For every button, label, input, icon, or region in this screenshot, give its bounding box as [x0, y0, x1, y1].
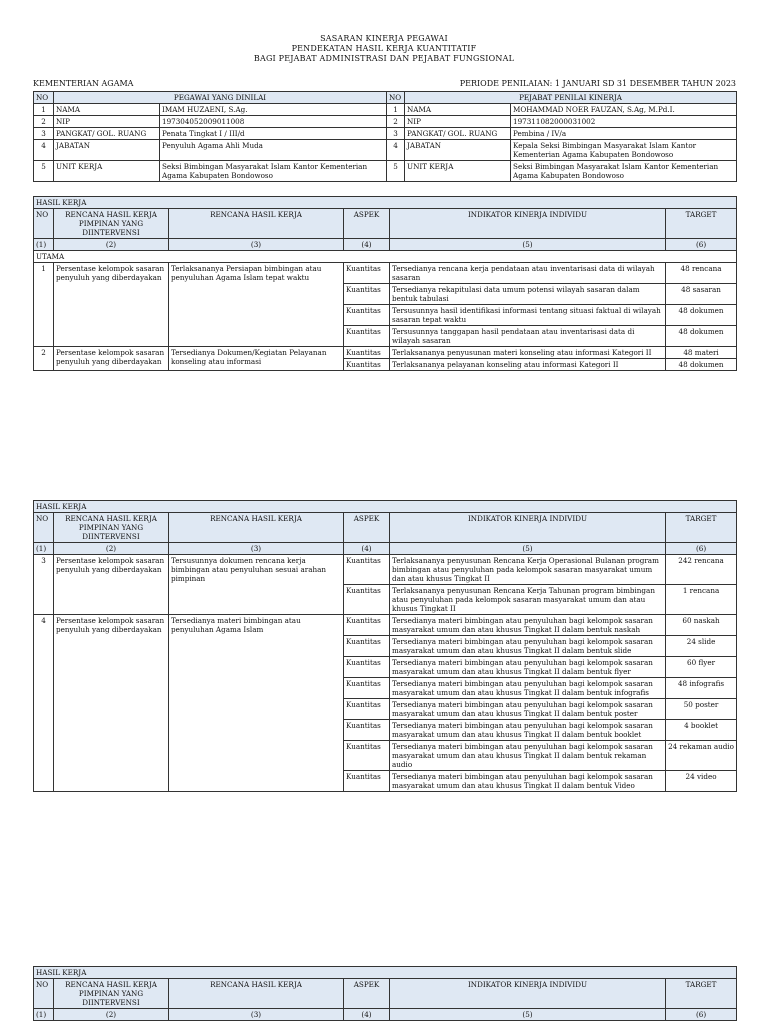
aspek-cell: Kuantitas [344, 615, 390, 636]
row-number: 5 [387, 161, 405, 182]
aspek-cell: Kuantitas [344, 359, 390, 371]
rhk-pimpinan-cell: Persentase kelompok sasaran penyuluh yang diberdayakan [54, 615, 169, 792]
table-row [34, 615, 737, 636]
col-num: (2) [54, 1009, 169, 1021]
aspek-cell: Kuantitas [344, 678, 390, 699]
title-line-2: PENDEKATAN HASIL KERJA KUANTITATIF [291, 44, 477, 53]
column-number-row [34, 239, 737, 251]
target-cell: 48 dokumen [666, 326, 737, 347]
indikator-cell: Tersedianya rencana kerja pendataan atau inventarisasi data di wilayah sasaran [390, 263, 666, 284]
rhk-header: RENCANA HASIL KERJA [169, 513, 344, 543]
col-num: (5) [390, 239, 666, 251]
col-num: (5) [390, 543, 666, 555]
rhk-pimpinan-header: RENCANA HASIL KERJA PIMPINAN YANG DIINTERVENSI [54, 979, 169, 1009]
row-number: 3 [34, 128, 54, 140]
aspek-cell: Kuantitas [344, 636, 390, 657]
penilai-value: MOHAMMAD NOER FAUZAN, S.Ag, M.Pd.I. [511, 104, 737, 116]
aspek-cell: Kuantitas [344, 555, 390, 585]
indikator-cell: Terlaksananya penyusunan Rencana Kerja Tahunan program bimbingan atau penyuluhan pada kelompok sasaran masyarakat umum dan atau khusus Tingkat II [390, 585, 666, 615]
aspek-cell: Kuantitas [344, 284, 390, 305]
aspek-cell: Kuantitas [344, 741, 390, 771]
target-cell: 60 flyer [666, 657, 737, 678]
target-cell: 24 video [666, 771, 737, 792]
aspek-cell: Kuantitas [344, 720, 390, 741]
aspek-cell: Kuantitas [344, 771, 390, 792]
hasil-kerja-table-2 [33, 500, 737, 792]
indikator-cell: Tersedianya materi bimbingan atau penyuluhan bagi kelompok sasaran masyarakat umum dan atau khusus Tingkat II dalam bentuk booklet [390, 720, 666, 741]
header-row [34, 979, 737, 1009]
penilai-value: Kepala Seksi Bimbingan Masyarakat Islam Kantor Kementerian Agama Kabupaten Bondowoso [511, 140, 737, 161]
indikator-cell: Tersedianya materi bimbingan atau penyuluhan bagi kelompok sasaran masyarakat umum dan atau khusus Tingkat II dalam bentuk rekaman audio [390, 741, 666, 771]
pegawai-section [33, 91, 736, 182]
row-label: NIP [54, 116, 160, 128]
rhk-pimpinan-cell: Persentase kelompok sasaran penyuluh yang diberdayakan [54, 263, 169, 347]
col-num: (2) [54, 239, 169, 251]
rhk-pimpinan-header: RENCANA HASIL KERJA PIMPINAN YANG DIINTERVENSI [54, 513, 169, 543]
meta-row [33, 79, 736, 91]
pegawai-value: 197304052009011008 [160, 116, 387, 128]
indikator-header: INDIKATOR KINERJA INDIVIDU [390, 513, 666, 543]
indikator-cell: Terlaksananya penyusunan materi konseling atau informasi Kategori II [390, 347, 666, 359]
rhk-header: RENCANA HASIL KERJA [169, 979, 344, 1009]
pegawai-row [34, 128, 737, 140]
table-row [34, 263, 737, 284]
rhk-header: RENCANA HASIL KERJA [169, 209, 344, 239]
row-number: 4 [387, 140, 405, 161]
row-label: PANGKAT/ GOL. RUANG [405, 128, 511, 140]
row-label: UNIT KERJA [405, 161, 511, 182]
aspek-cell: Kuantitas [344, 326, 390, 347]
aspek-cell: Kuantitas [344, 699, 390, 720]
indikator-cell: Tersedianya materi bimbingan atau penyuluhan bagi kelompok sasaran masyarakat umum dan atau khusus Tingkat II dalam bentuk infografis [390, 678, 666, 699]
row-label: NIP [405, 116, 511, 128]
indikator-cell: Tersedianya materi bimbingan atau penyuluhan bagi kelompok sasaran masyarakat umum dan atau khusus Tingkat II dalam bentuk naskah [390, 615, 666, 636]
pegawai-rows [34, 104, 737, 182]
target-cell: 24 slide [666, 636, 737, 657]
column-number-row [34, 1009, 737, 1021]
hasil-rows [34, 263, 737, 371]
indikator-cell: Tersedianya materi bimbingan atau penyuluhan bagi kelompok sasaran masyarakat umum dan atau khusus Tingkat II dalam bentuk slide [390, 636, 666, 657]
group-number: 3 [34, 555, 54, 615]
aspek-cell: Kuantitas [344, 305, 390, 326]
indikator-cell: Terlaksananya pelayanan konseling atau informasi Kategori II [390, 359, 666, 371]
row-label: PANGKAT/ GOL. RUANG [54, 128, 160, 140]
col-num: (4) [344, 543, 390, 555]
group-number: 2 [34, 347, 54, 371]
pegawai-row [34, 116, 737, 128]
rhk-cell: Tersedianya Dokumen/Kegiatan Pelayanan konseling atau informasi [169, 347, 344, 371]
row-label: JABATAN [54, 140, 160, 161]
target-cell: 50 poster [666, 699, 737, 720]
pegawai-row [34, 104, 737, 116]
section-label: HASIL KERJA [34, 967, 737, 979]
target-header: TARGET [666, 979, 737, 1009]
hasil-kerja-page-1 [33, 196, 736, 371]
no-header: NO [34, 209, 54, 239]
pejabat-penilai-header: PEJABAT PENILAI KINERJA [405, 92, 737, 104]
target-cell: 48 dokumen [666, 305, 737, 326]
target-cell: 242 rencana [666, 555, 737, 585]
indikator-cell: Tersedianya materi bimbingan atau penyuluhan bagi kelompok sasaran masyarakat umum dan atau khusus Tingkat II dalam bentuk flyer [390, 657, 666, 678]
header-row [34, 209, 737, 239]
indikator-cell: Tersedianya materi bimbingan atau penyuluhan bagi kelompok sasaran masyarakat umum dan atau khusus Tingkat II dalam bentuk poster [390, 699, 666, 720]
indikator-cell: Tersedianya materi bimbingan atau penyuluhan bagi kelompok sasaran masyarakat umum dan atau khusus Tingkat II dalam bentuk Video [390, 771, 666, 792]
section-label: HASIL KERJA [34, 501, 737, 513]
col-num: (6) [666, 1009, 737, 1021]
section-label: HASIL KERJA [34, 197, 737, 209]
target-header: TARGET [666, 513, 737, 543]
col-num: (6) [666, 239, 737, 251]
row-label: NAMA [54, 104, 160, 116]
target-cell: 24 rekaman audio [666, 741, 737, 771]
col-num: (1) [34, 1009, 54, 1021]
row-number: 3 [387, 128, 405, 140]
penilai-value: Pembina / IV/a [511, 128, 737, 140]
pegawai-value: Penyuluh Agama Ahli Muda [160, 140, 387, 161]
aspek-header: ASPEK [344, 209, 390, 239]
pegawai-dinilai-header: PEGAWAI YANG DINILAI [54, 92, 387, 104]
aspek-cell: Kuantitas [344, 585, 390, 615]
col-num: (2) [54, 543, 169, 555]
row-number: 2 [387, 116, 405, 128]
pegawai-header-row [34, 92, 737, 104]
indikator-header: INDIKATOR KINERJA INDIVIDU [390, 979, 666, 1009]
no-header: NO [387, 92, 405, 104]
pegawai-row [34, 161, 737, 182]
col-num: (5) [390, 1009, 666, 1021]
row-label: JABATAN [405, 140, 511, 161]
penilai-value: Seksi Bimbingan Masyarakat Islam Kantor Kementerian Agama Kabupaten Bondowoso [511, 161, 737, 182]
col-num: (3) [169, 239, 344, 251]
target-cell: 1 rencana [666, 585, 737, 615]
target-cell: 60 naskah [666, 615, 737, 636]
no-header: NO [34, 92, 54, 104]
column-number-row [34, 543, 737, 555]
agency-name: KEMENTERIAN AGAMA [33, 79, 134, 88]
rhk-pimpinan-cell: Persentase kelompok sasaran penyuluh yang diberdayakan [54, 347, 169, 371]
hasil-kerja-table-1 [33, 196, 737, 371]
row-label: NAMA [405, 104, 511, 116]
target-cell: 4 booklet [666, 720, 737, 741]
group-number: 1 [34, 263, 54, 347]
rhk-pimpinan-cell: Persentase kelompok sasaran penyuluh yang diberdayakan [54, 555, 169, 615]
col-num: (6) [666, 543, 737, 555]
row-label: UNIT KERJA [54, 161, 160, 182]
pegawai-value: Penata Tingkat I / III/d [160, 128, 387, 140]
hasil-kerja-table-3 [33, 966, 737, 1021]
indikator-cell: Terlaksananya penyusunan Rencana Kerja Operasional Bulanan program bimbingan atau penyuluhan pada kelompok sasaran masyarakat umum dan atau khusus Tingkat II [390, 555, 666, 585]
indikator-cell: Tersedianya rekapitulasi data umum potensi wilayah sasaran dalam bentuk tabulasi [390, 284, 666, 305]
no-header: NO [34, 979, 54, 1009]
title-line-3: BAGI PEJABAT ADMINISTRASI DAN PEJABAT FUNGSIONAL [253, 54, 515, 63]
pegawai-value: IMAM HUZAENI, S.Ag. [160, 104, 387, 116]
row-number: 1 [387, 104, 405, 116]
col-num: (4) [344, 239, 390, 251]
indikator-cell: Tersusunnya tanggapan hasil pendataan atau inventarisasi data di wilayah sasaran [390, 326, 666, 347]
aspek-header: ASPEK [344, 513, 390, 543]
col-num: (3) [169, 1009, 344, 1021]
utama-label: UTAMA [34, 251, 737, 263]
pegawai-table [33, 91, 737, 182]
table-row [34, 555, 737, 585]
no-header: NO [34, 513, 54, 543]
rhk-cell: Terlaksananya Persiapan bimbingan atau penyuluhan Agama Islam tepat waktu [169, 263, 344, 347]
target-cell: 48 rencana [666, 263, 737, 284]
col-num: (1) [34, 239, 54, 251]
title-line-1: SASARAN KINERJA PEGAWAI [320, 34, 448, 43]
group-number: 4 [34, 615, 54, 792]
row-number: 4 [34, 140, 54, 161]
rhk-cell: Tersusunnya dokumen rencana kerja bimbingan atau penyuluhan sesuai arahan pimpinan [169, 555, 344, 615]
hasil-rows [34, 555, 737, 792]
col-num: (3) [169, 543, 344, 555]
aspek-cell: Kuantitas [344, 347, 390, 359]
aspek-header: ASPEK [344, 979, 390, 1009]
penilai-value: 197311082000031002 [511, 116, 737, 128]
period-text: PERIODE PENILAIAN: 1 JANUARI SD 31 DESEMBER TAHUN 2023 [459, 79, 736, 88]
target-cell: 48 infografis [666, 678, 737, 699]
target-header: TARGET [666, 209, 737, 239]
row-number: 1 [34, 104, 54, 116]
target-cell: 48 sasaran [666, 284, 737, 305]
header-row [34, 513, 737, 543]
indikator-cell: Tersusunnya hasil identifikasi informasi tentang situasi faktual di wilayah sasaran tepat waktu [390, 305, 666, 326]
row-number: 2 [34, 116, 54, 128]
col-num: (4) [344, 1009, 390, 1021]
rhk-pimpinan-header: RENCANA HASIL KERJA PIMPINAN YANG DIINTERVENSI [54, 209, 169, 239]
pegawai-row [34, 140, 737, 161]
aspek-cell: Kuantitas [344, 657, 390, 678]
indikator-header: INDIKATOR KINERJA INDIVIDU [390, 209, 666, 239]
table-row [34, 347, 737, 359]
col-num: (1) [34, 543, 54, 555]
rhk-cell: Tersedianya materi bimbingan atau penyuluhan Agama Islam [169, 615, 344, 792]
target-cell: 48 dokumen [666, 359, 737, 371]
hasil-kerja-page-2 [33, 500, 736, 792]
pegawai-value: Seksi Bimbingan Masyarakat Islam Kantor Kementerian Agama Kabupaten Bondowoso [160, 161, 387, 182]
target-cell: 48 materi [666, 347, 737, 359]
hasil-kerja-page-3 [33, 966, 736, 1021]
row-number: 5 [34, 161, 54, 182]
aspek-cell: Kuantitas [344, 263, 390, 284]
document-title [0, 34, 768, 64]
